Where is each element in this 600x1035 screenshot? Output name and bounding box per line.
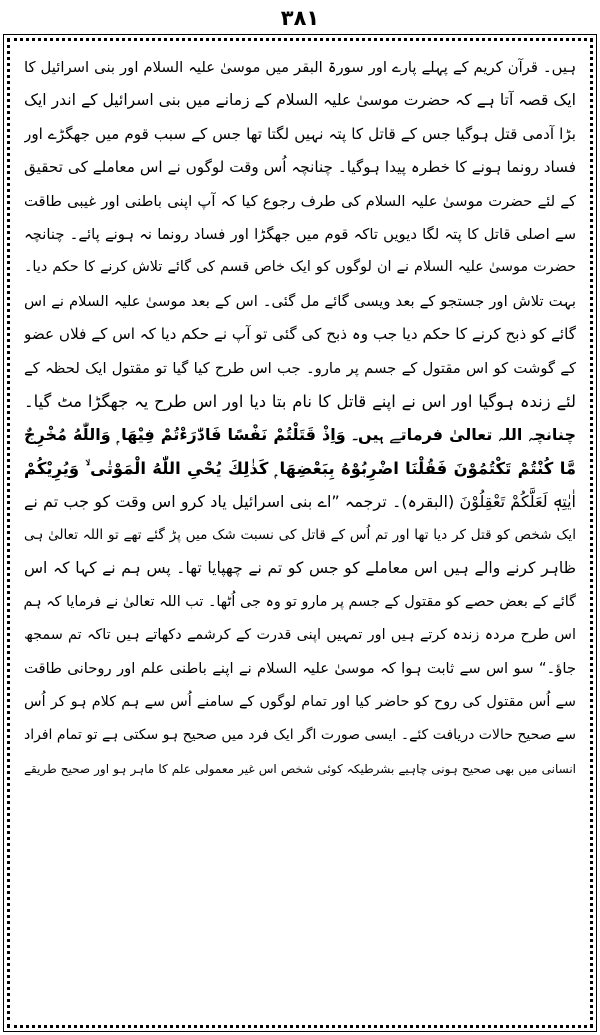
text-line: کے گوشت کو اس مقتول کے جسم پر مارو۔ جب اس طرح کیا گیا تو مقتول ایک لحظہ کے <box>24 359 576 377</box>
text-line: بہت تلاش اور جستجو کے بعد ویسی گائے مل گئی۔ اس کے بعد موسیٰ علیہ السلام نے اس <box>24 292 576 310</box>
page-border-frame <box>7 38 593 1028</box>
quran-verse-line: چنانچہ اللہ تعالیٰ فرماتے ہیں۔ وَاِذْ قَتَلْتُمْ نَفْسًا فَادّٰرَءْتُمْ فِيْهَا ۭ وَاللّٰهُ مُخْرِجٌ <box>24 425 576 445</box>
quran-verse-line: مَّا كُنْتُمْ تَكْتُمُوْنَ فَقُلْنَا اضْرِبُوْهُ بِبَعْضِهَا ۭ كَذٰلِكَ يُحْىِ اللّٰهُ الْمَوْتٰى ۙ وَيُرِيْكُمْ <box>24 458 576 478</box>
page-number: ۳۸۱ <box>280 6 320 30</box>
text-line: جاؤ۔“ سو اس سے ثابت ہوا کہ موسیٰ علیہ السلام نے اپنے باطنی علم اور روحانی طاقت <box>24 660 576 678</box>
text-line: حضرت موسیٰ علیہ السلام نے ان لوگوں کو ایک خاص قسم کی گائے تلاش کرنے کا حکم دیا۔ <box>24 259 576 276</box>
page-body-text <box>24 51 576 786</box>
text-line: گائے کو ذبح کرنے کا حکم دیا جب وہ ذبح کی گئی تو آپ نے حکم دیا کہ اس کے فلاں عضو <box>24 325 576 344</box>
text-line: ایک شخص کو قتل کر دیا تھا اور تم اُس کے قاتل کی نسبت شک میں پڑ گئے تھے تو اللہ تعالیٰ ہی <box>24 526 576 543</box>
text-line: ایک قصہ آتا ہے کہ حضرت موسیٰ علیہ السلام کے زمانے میں بنی اسرائیل کے اندر ایک <box>24 91 576 110</box>
text-line: فساد رونما ہونے کا خطرہ پیدا ہوگیا۔ چنانچہ اُس وقت لوگوں نے اس معاملے کی تحقیق <box>24 158 576 177</box>
text-line: ظاہر کرنے والے ہیں اس معاملے کو جس کو تم نے چھپایا تھا۔ پس ہم نے کہا کہ اس <box>24 559 576 578</box>
text-line: گائے کے بعض حصے کو مقتول کے جسم پر مارو تو وہ جی اُٹھا۔ تب اللہ تعالیٰ نے فرمایا کہ ہم <box>24 593 576 610</box>
text-line: کے لئے حضرت موسیٰ علیہ السلام کی طرف رجوع کیا کہ آپ اپنی باطنی اور غیبی طاقت <box>24 192 576 210</box>
text-line: اٰيٰتِهٖ لَعَلَّكُمْ تَعْقِلُوْنَ (البقرہ)۔ ترجمہ ”اے بنی اسرائیل یاد کرو اس وقت کو جب تم نے <box>24 492 576 512</box>
text-line: سے صحیح حالات دریافت کئے۔ ایسی صورت اگر ایک فرد میں صحیح ہو سکتی ہے تو تمام افراد <box>24 727 576 744</box>
text-line: لئے زندہ ہوگیا اور اس نے اپنے قاتل کا نام بتا دیا اور اس طرح یہ جھگڑا مٹ گیا۔ <box>24 392 576 412</box>
text-line: بڑا آدمی قتل ہوگیا جس کے قاتل کا پتہ نہیں لگتا تھا جس کے سبب قوم میں جھگڑے اور <box>24 124 576 143</box>
text-line: سے اُس مقتول کی روح کو حاضر کیا اور تمام لوگوں کے سامنے اُس سے ہم کلام ہو کر اُس <box>24 693 576 710</box>
text-line: انسانی میں بھی صحیح ہونی چاہیے بشرطیکہ کوئی شخص اس غیر معمولی علم کا ماہر ہو اور صحیح طریقے <box>24 761 576 776</box>
text-line: اس طرح مردہ زندہ کرتے ہیں اور تمہیں اپنی قدرت کے کرشمے دکھاتے ہیں تاکہ تم سمجھ <box>24 626 576 643</box>
text-line: سے اصلی قاتل کا پتہ لگا دیویں تاکہ قوم میں جھگڑا اور فساد رونما نہ ہونے پائے۔ چنانچہ <box>24 226 576 244</box>
text-line: ہیں۔ قرآن کریم کے پہلے پارے اور سورۃ البقر میں موسیٰ علیہ السلام اور بنی اسرائیل کا <box>24 59 576 76</box>
